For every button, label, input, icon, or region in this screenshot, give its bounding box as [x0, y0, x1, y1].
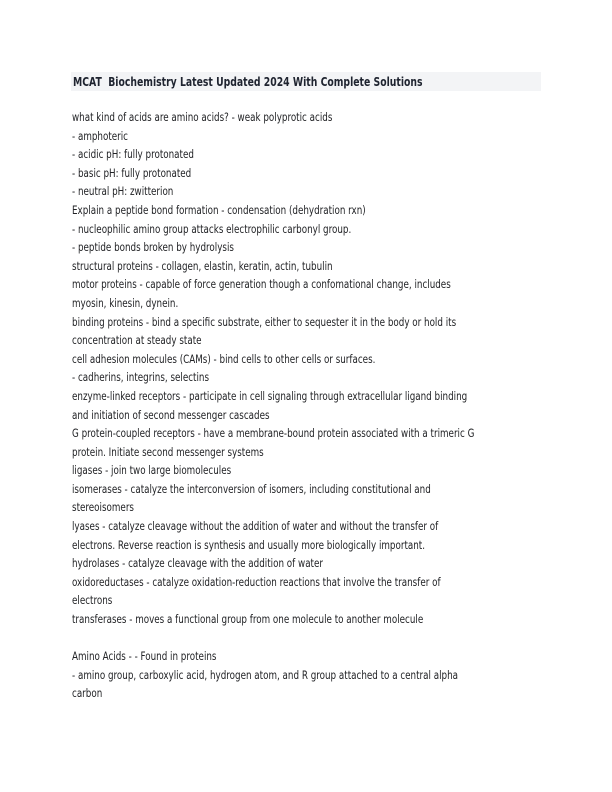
text-line: oxidoreductases - catalyze oxidation-reduction reactions that involve the transfer of [72, 574, 441, 589]
text-line: what kind of acids are amino acids? - weak polyprotic acids [72, 110, 333, 124]
text-line: Explain a peptide bond formation - condensation (dehydration rxn) [72, 202, 366, 217]
text-line: electrons. Reverse reaction is synthesis and usually more biologically important. [72, 537, 426, 552]
text-line: Amino Acids - - Found in proteins [72, 649, 217, 664]
text-line: lyases - catalyze cleavage without the addition of water and without the transfer of [72, 519, 439, 534]
text-line: concentration at steady state [72, 333, 202, 348]
text-line: - peptide bonds broken by hydrolysis [72, 240, 234, 255]
text-line: and initiation of second messenger cascades [72, 407, 270, 422]
text-line: structural proteins - collagen, elastin, keratin, actin, tubulin [72, 258, 333, 273]
blank-line [72, 629, 467, 648]
text-line: ligases - join two large biomolecules [72, 463, 232, 478]
text-line: - acidic pH: fully protonated [72, 147, 194, 162]
text-line: motor proteins - capable of force generation though a confomational change, includes [72, 277, 451, 292]
text-line: stereoisomers [72, 500, 134, 515]
text-line: - cadherins, integrins, selectins [72, 370, 210, 385]
text-line: enzyme-linked receptors - participate in cell signaling through extracellular ligand binding [72, 388, 468, 403]
text-line: transferases - moves a functional group from one molecule to another molecule [72, 612, 424, 627]
text-line: - amino group, carboxylic acid, hydrogen atom, and R group attached to a central alpha [72, 667, 459, 682]
text-line: G protein-coupled receptors - have a membrane-bound protein associated with a trimeric G [72, 426, 475, 441]
text-line: carbon [72, 686, 103, 701]
text-line: protein. Initiate second messenger systems [72, 444, 264, 459]
text-line: - basic pH: fully protonated [72, 165, 192, 180]
text-line: - neutral pH: zwitterion [72, 184, 174, 199]
text-line: - amphoteric [72, 128, 129, 143]
text-line: isomerases - catalyze the interconversion of isomers, including constitutional and [72, 481, 431, 496]
text-line: hydrolases - catalyze cleavage with the addition of water [72, 556, 323, 571]
text-line: cell adhesion molecules (CAMs) - bind cells to other cells or surfaces. [72, 351, 376, 366]
document-title: MCAT Biochemistry Latest Updated 2024 With Complete Solutions [73, 75, 423, 89]
document-body [72, 108, 542, 703]
text-line: binding proteins - bind a specific substrate, either to sequester it in the body or hold its [72, 314, 457, 329]
text-line: - nucleophilic amino group attacks electrophilic carbonyl group. [72, 221, 352, 236]
text-line: myosin, kinesin, dynein. [72, 295, 179, 310]
text-line: electrons [72, 593, 113, 608]
